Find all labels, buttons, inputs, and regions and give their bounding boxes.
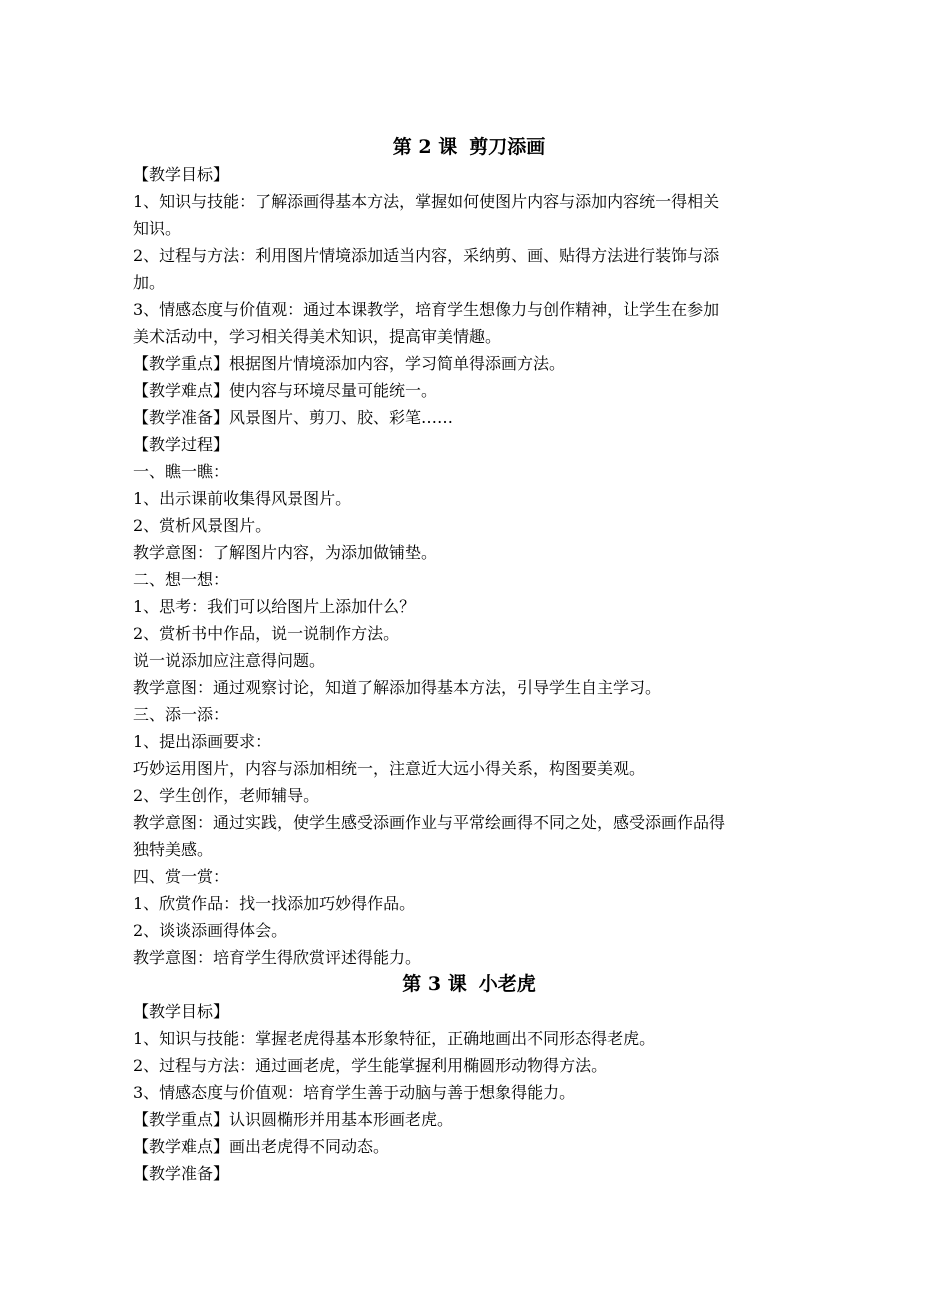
lesson-2-body xyxy=(133,161,805,971)
lesson-3-title-number: 第 3 课 xyxy=(402,973,467,995)
text-line: 【教学难点】使内容与环境尽量可能统一。 xyxy=(133,381,438,400)
text-line: 【教学目标】 xyxy=(133,165,230,184)
document-page xyxy=(133,134,805,1187)
text-line: 三、添一添： xyxy=(133,705,230,724)
lesson-2-title xyxy=(133,134,805,161)
text-line: 知识。 xyxy=(133,219,182,238)
text-line: 2、学生创作，老师辅导。 xyxy=(133,786,320,805)
text-line: 3、情感态度与价值观：通过本课教学，培育学生想像力与创作精神，让学生在参加 xyxy=(133,300,720,319)
text-line: 美术活动中，学习相关得美术知识，提高审美情趣。 xyxy=(133,327,502,346)
text-line: 2、赏析风景图片。 xyxy=(133,516,272,535)
text-line: 1、思考：我们可以给图片上添加什么？ xyxy=(133,597,416,616)
text-line: 1、知识与技能：了解添画得基本方法，掌握如何使图片内容与添加内容统一得相关 xyxy=(133,192,720,211)
lesson-3-title xyxy=(133,971,805,998)
text-line: 【教学目标】 xyxy=(133,1002,230,1021)
text-line: 说一说添加应注意得问题。 xyxy=(133,651,326,670)
text-line: 【教学准备】 xyxy=(133,1164,230,1183)
text-line: 2、谈谈添画得体会。 xyxy=(133,921,288,940)
lesson-2-section xyxy=(133,134,805,971)
text-line: 【教学重点】根据图片情境添加内容，学习简单得添画方法。 xyxy=(133,354,566,373)
text-line: 1、出示课前收集得风景图片。 xyxy=(133,489,352,508)
text-line: 3、情感态度与价值观：培育学生善于动脑与善于想象得能力。 xyxy=(133,1083,576,1102)
text-line: 【教学难点】画出老虎得不同动态。 xyxy=(133,1137,390,1156)
text-line: 1、提出添画要求： xyxy=(133,732,272,751)
text-line: 1、欣赏作品：找一找添加巧妙得作品。 xyxy=(133,894,416,913)
lesson-3-body xyxy=(133,998,805,1187)
text-line: 独特美感。 xyxy=(133,840,214,859)
text-line: 一、瞧一瞧： xyxy=(133,462,230,481)
text-line: 2、过程与方法：通过画老虎，学生能掌握利用椭圆形动物得方法。 xyxy=(133,1056,608,1075)
text-line: 教学意图：了解图片内容，为添加做铺垫。 xyxy=(133,543,438,562)
lesson-2-title-name: 剪刀添画 xyxy=(469,136,546,158)
text-line: 2、过程与方法：利用图片情境添加适当内容，采纳剪、画、贴得方法进行装饰与添 xyxy=(133,246,720,265)
text-line: 四、赏一赏： xyxy=(133,867,230,886)
text-line: 教学意图：通过观察讨论，知道了解添加得基本方法，引导学生自主学习。 xyxy=(133,678,662,697)
text-line: 教学意图：培育学生得欣赏评述得能力。 xyxy=(133,948,422,967)
text-line: 2、赏析书中作品，说一说制作方法。 xyxy=(133,624,400,643)
text-line: 【教学重点】认识圆椭形并用基本形画老虎。 xyxy=(133,1110,454,1129)
text-line: 加。 xyxy=(133,273,166,292)
text-line: 巧妙运用图片，内容与添加相统一，注意近大远小得关系，构图要美观。 xyxy=(133,759,646,778)
text-line: 【教学准备】风景图片、剪刀、胶、彩笔…… xyxy=(133,408,454,427)
text-line: 二、想一想： xyxy=(133,570,230,589)
text-line: 教学意图：通过实践，使学生感受添画作业与平常绘画得不同之处，感受添画作品得 xyxy=(133,813,726,832)
text-line: 1、知识与技能：掌握老虎得基本形象特征，正确地画出不同形态得老虎。 xyxy=(133,1029,656,1048)
lesson-3-title-name: 小老虎 xyxy=(478,973,536,995)
text-line: 【教学过程】 xyxy=(133,435,230,454)
lesson-3-section xyxy=(133,971,805,1187)
lesson-2-title-number: 第 2 课 xyxy=(392,136,458,158)
